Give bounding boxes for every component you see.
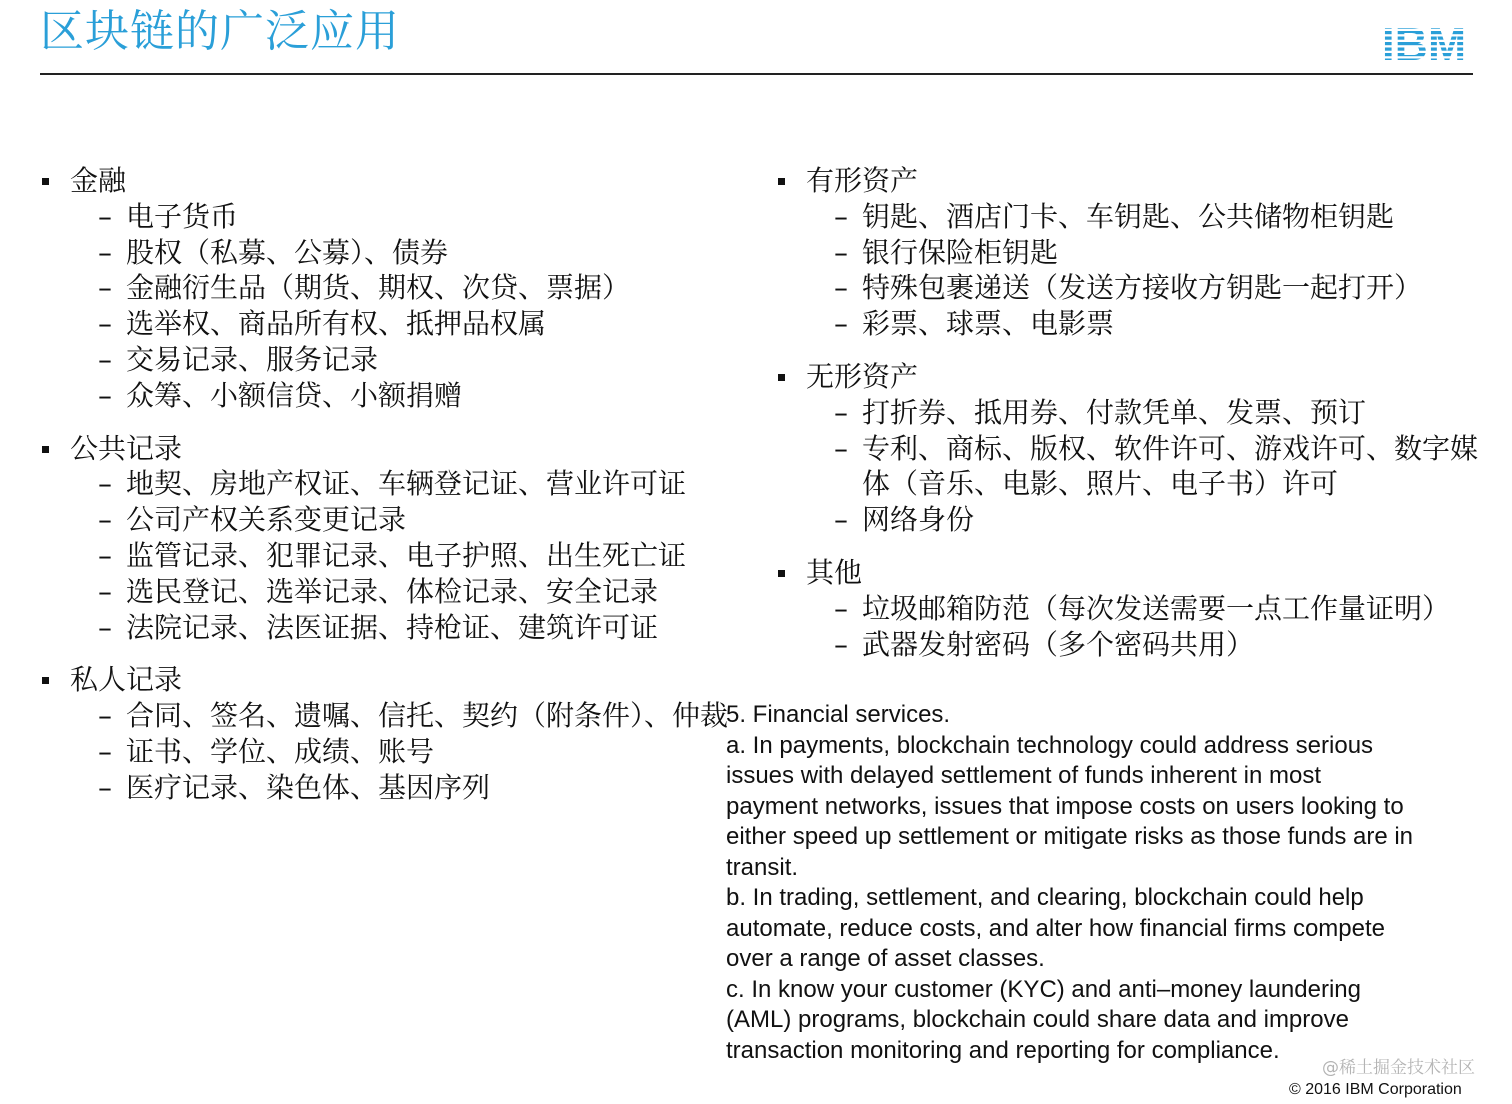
list-item: – 众筹、小额信贷、小额捐赠 <box>98 378 463 412</box>
page-title: 区块链的广泛应用 <box>40 6 400 57</box>
list-item: – 特殊包裹递送（发送方接收方钥匙一起打开） <box>834 271 1423 305</box>
note-line: automate, reduce costs, and alter how financial firms compete <box>726 914 1385 942</box>
copyright-footer: © 2016 IBM Corporation <box>1289 1081 1462 1098</box>
dash-icon: – <box>834 431 848 465</box>
list-item: – 法院记录、法医证据、持枪证、建筑许可证 <box>98 610 659 644</box>
dash-icon: – <box>98 307 112 341</box>
section-heading: 有形资产 <box>778 163 1478 199</box>
list-item: – 电子货币 <box>98 199 239 233</box>
list-item: – 银行保险柜钥匙 <box>834 235 1059 269</box>
right-column <box>778 163 1478 679</box>
note-line: either speed up settlement or mitigate risks as those funds are in <box>726 823 1414 850</box>
dash-icon: – <box>98 699 112 733</box>
section-finance <box>42 163 732 414</box>
section-heading: 无形资产 <box>778 359 1478 395</box>
section-tangible-assets <box>778 163 1478 342</box>
list-item: – 公司产权关系变更记录 <box>98 503 407 537</box>
dash-icon: – <box>98 467 112 501</box>
dash-icon: – <box>834 307 848 341</box>
list-item: – 打折券、抵用券、付款凭单、发票、预订 <box>834 395 1367 429</box>
dash-icon: – <box>98 503 112 537</box>
dash-icon: – <box>834 503 848 537</box>
note-line: a. In payments, blockchain technology could address serious <box>726 731 1374 759</box>
note-line: payment networks, issues that impose costs on users looking to <box>726 792 1404 820</box>
section-heading: 私人记录 <box>42 662 732 698</box>
list-item: – 股权（私募、公募）、债券 <box>98 235 449 269</box>
note-line: transit. <box>726 853 799 881</box>
list-item: – 医疗记录、染色体、基因序列 <box>98 770 491 804</box>
dash-icon: – <box>98 574 112 608</box>
note-line: issues with delayed settlement of funds inherent in most <box>726 762 1321 789</box>
left-column <box>42 163 732 823</box>
dash-icon: – <box>98 378 112 412</box>
section-heading: 金融 <box>42 163 732 199</box>
dash-icon: – <box>834 271 848 305</box>
list-item: – 彩票、球票、电影票 <box>834 307 1115 341</box>
list-item: – 选举权、商品所有权、抵押品权属 <box>98 307 547 341</box>
section-private-records <box>42 662 732 805</box>
dash-icon: – <box>834 235 848 269</box>
list-item: – 选民登记、选举记录、体检记录、安全记录 <box>98 574 659 608</box>
watermark: @稀土掘金技术社区 <box>1322 1058 1475 1078</box>
note-line: 5. Financial services. <box>726 701 951 728</box>
section-intangible-assets <box>778 359 1478 538</box>
ibm-logo <box>1374 20 1474 64</box>
list-item: – 金融衍生品（期货、期权、次贷、票据） <box>98 271 631 305</box>
dash-icon: – <box>98 342 112 376</box>
section-other <box>778 555 1478 662</box>
dash-icon: – <box>834 199 848 233</box>
bullet-icon <box>778 178 785 185</box>
bullet-icon <box>42 178 49 185</box>
title-divider <box>40 73 1473 75</box>
speaker-notes <box>726 700 1486 1066</box>
note-line: b. In trading, settlement, and clearing, blockchain could help <box>726 884 1364 911</box>
dash-icon: – <box>834 395 848 429</box>
list-item: – 监管记录、犯罪记录、电子护照、出生死亡证 <box>98 538 687 572</box>
dash-icon: – <box>98 538 112 572</box>
list-item: – 网络身份 <box>834 503 975 537</box>
note-line: over a range of asset classes. <box>726 945 1045 972</box>
list-item: – 垃圾邮箱防范（每次发送需要一点工作量证明） <box>834 591 1451 625</box>
dash-icon: – <box>98 235 112 269</box>
list-item: – 钥匙、酒店门卡、车钥匙、公共储物柜钥匙 <box>834 199 1395 233</box>
list-item: – 地契、房地产权证、车辆登记证、营业许可证 <box>98 467 687 501</box>
bullet-icon <box>778 374 785 381</box>
section-heading: 其他 <box>778 555 1478 591</box>
dash-icon: – <box>98 199 112 233</box>
note-line: c. In know your customer (KYC) and anti–money laundering <box>726 975 1361 1003</box>
dash-icon: – <box>98 770 112 804</box>
list-item: – 证书、学位、成绩、账号 <box>98 734 435 768</box>
note-line: transaction monitoring and reporting for compliance. <box>726 1036 1280 1064</box>
dash-icon: – <box>98 610 112 644</box>
bullet-icon <box>42 677 49 684</box>
bullet-icon <box>778 570 785 577</box>
list-item: – 交易记录、服务记录 <box>98 342 379 376</box>
dash-icon: – <box>834 627 848 661</box>
list-item: – 专利、商标、版权、软件许可、游戏许可、数字媒体（音乐、电影、照片、电子书）许可 <box>834 431 1479 501</box>
list-item: – 武器发射密码（多个密码共用） <box>834 627 1255 661</box>
dash-icon: – <box>98 734 112 768</box>
list-item: – 合同、签名、遗嘱、信托、契约（附条件）、仲裁 <box>98 699 729 733</box>
dash-icon: – <box>834 591 848 625</box>
note-line: (AML) programs, blockchain could share data and improve <box>726 1006 1349 1033</box>
bullet-icon <box>42 446 49 453</box>
section-public-records <box>42 431 732 646</box>
section-heading: 公共记录 <box>42 431 732 467</box>
ibm-logo-text: IBM <box>1381 20 1467 64</box>
dash-icon: – <box>98 271 112 305</box>
